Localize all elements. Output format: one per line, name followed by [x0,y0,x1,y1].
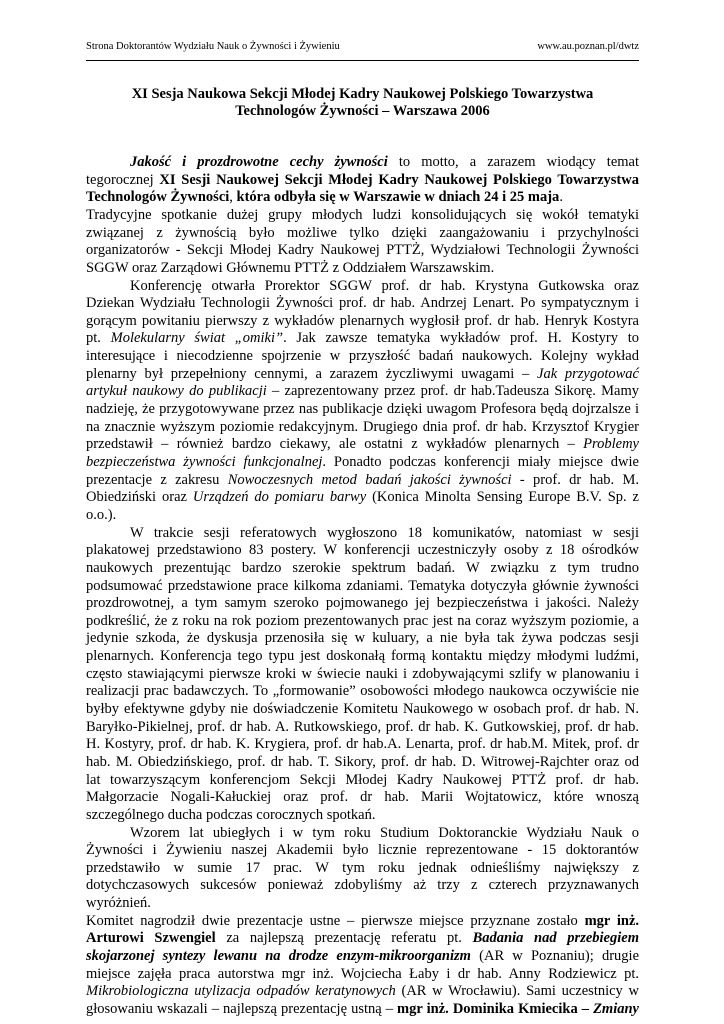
text-span: . [559,189,563,206]
body-line [86,629,639,648]
text-span: prezentacje z zakresu [86,471,228,488]
body-line [86,435,639,454]
header-url: www.au.poznan.pl/dwtz [537,41,639,52]
text-span: to motto, a zarazem wiodący temat [387,154,639,170]
body-line [86,929,639,948]
text-span: – zaprezentowany przez prof. dr hab.Tadeusza Sikorę. Mamy [266,383,639,400]
text-span: prozdrowotnej, a tym samym szeroko pojmowanego jej bezpieczeństwa i jakości. Należy [86,595,639,612]
text-span: Obiedziński oraz [86,489,193,506]
body-line [86,982,639,1001]
body-line [86,471,639,490]
body-line [86,894,639,913]
body-line [130,524,639,543]
body-line [86,294,639,313]
text-span: Problemy [583,436,639,453]
body-line [86,594,639,613]
body-line [86,224,639,243]
body-line [86,259,639,278]
text-span: Dziekan Wydziału Technologii Żywności prof. dr hab. Andrzej Lenart. Po sympatycznym i [86,295,639,312]
body-line [86,506,639,525]
text-span: XI Sesji Naukowej Sekcji Młodej Kadry Naukowej Polskiego Towarzystwa [159,171,639,188]
text-span: za najlepszą prezentację referatu pt. [215,930,473,947]
text-span: hab. M. Obiedzińskiego, prof. dr hab. T. Sikory, prof. dr hab. D. Witrowej-Rajchter oraz od [86,753,639,770]
text-span: Konferencję otwarła Prorektor SGGW prof. dr hab. Krystyna Gutkowska oraz [130,277,639,294]
text-span: Jak przygotować [537,365,639,382]
body-line [86,400,639,419]
text-span: o.o.). [86,506,117,523]
text-span: podkreślić, że z roku na rok poziom prezentowanych prac jest na coraz wyższym poziomie, a [86,612,639,629]
text-span: Technologów Żywności [86,189,230,206]
body-line [86,806,639,825]
body-line [86,965,639,984]
text-span: artykuł naukowy do publikacji [86,383,267,400]
text-span: Komitet nagrodził dwie prezentacje ustne – pierwsze miejsce przyznane zostało [86,912,585,929]
body-line [86,171,639,190]
body-line [86,418,639,437]
body-line [86,665,639,684]
text-span: przedstawił – również bardzo ciekawy, ale ostatni z wykładów plenarnych – [86,436,584,453]
article-title [86,86,639,120]
text-span: głosowaniu wskazali – najlepszą prezentację ustną – [86,1001,398,1017]
body-line [86,488,639,507]
body-line [86,682,639,701]
text-span: naukowych prezentując bardzo szerokie spektrum badań. W związku z tym trudno [86,559,639,576]
text-span: często stawiającymi pierwsze kroki w świecie nauki i zdobywającymi szlify w planowaniu i [86,665,639,682]
text-span: jedynie szkoda, że dyskusja przenosiła się w kuluary, a nie była tak żywa podczas sesji [86,630,639,647]
body-line [86,735,639,754]
body-line [130,277,639,296]
text-span: Mikrobiologiczna utylizacja odpadów keratynowych [86,983,396,1000]
text-span: przedstawiło w sumie 17 prac. W tym roku jednak odnieśliśmy największy z [86,859,639,876]
body-line [86,347,639,366]
text-span: Urządzeń do pomiaru barwy [192,489,367,506]
body-line [86,577,639,596]
text-span: realizacji prac badawczych. To „formowanie” osobowości młodego naukowca oczywiście nie [86,683,639,700]
body-line [86,188,639,207]
text-span: Żywności i Żywieniu naszej Akademii było licznie reprezentowane - 15 doktorantów [86,842,639,859]
title-line-1: XI Sesja Naukowa Sekcji Młodej Kadry Naukowej Polskiego Towarzystwa [131,86,594,102]
body-line [86,912,639,931]
text-span: (AR w Wrocławiu). Sami uczestnicy w [395,983,639,1000]
text-span: mgr inż. [584,912,640,929]
text-span: (Konica Minolta Sensing Europe B.V. Sp. z [366,489,639,506]
header-site-name: Strona Doktorantów Wydziału Nauk o Żywności i Żywieniu [86,41,340,52]
text-span: byłby efektywne gdyby nie doświadczenie Komitetu Naukowego w osobach prof. dr hab. N. [86,701,639,718]
body-line [86,788,639,807]
text-span: W trakcie sesji referatowych wygłoszono 18 komunikatów, natomiast w sesji [130,524,639,541]
body-line [130,824,639,843]
text-span: skojarzonej syntezy lewanu na drodze enzym-mikroorganizm [86,948,471,965]
header-divider [86,60,639,61]
body-line [86,753,639,772]
text-span: lat towarzyszącym konferencjom Sekcji Młodej Kadry Naukowej PTTŻ prof. dr hab. [86,771,639,788]
text-span: szczególnego ducha podczas corocznych spotkań. [86,806,376,823]
text-span: plenarny był przepełniony cennymi, a zarazem życzliwymi uwagami – [86,365,538,382]
text-span: plenarnych. Konferencja tego typu jest doskonałą formą kontaktu między młodymi ludźmi, [86,648,639,665]
text-span: interesujące i niecodzienne spojrzenie w przyszłość badań naukowych. Kolejny wykład [86,348,639,365]
body-line [86,841,639,860]
body-line [86,206,639,225]
text-span: Zmiany [593,1001,639,1017]
text-span: Wzorem lat ubiegłych i w tym roku Studium Doktoranckie Wydziału Nauk o [130,824,639,841]
body-line [86,718,639,737]
text-span: Jakość i prozdrowotne cechy żywności [130,154,388,170]
text-span: plakatowej przedstawiono 83 postery. W konferencji uczestniczyły osoby z 18 ośrodków [86,542,639,559]
text-span: - prof. dr hab. M. [511,471,639,488]
text-span: Tradycyjne spotkanie dużej grupy młodych ludzi konsolidujących się wokół tematyki [86,206,639,223]
text-span: bezpieczeństwa żywności funkcjonalnej [86,453,323,470]
text-span: tegorocznej [86,171,160,188]
body-line [86,647,639,666]
body-line [130,153,639,172]
text-span: Molekularny świat „omiki” [110,330,284,347]
text-span: Arturowi Szwengiel [86,930,216,947]
body-line [86,541,639,560]
text-span: Baryłko-Pikielnej, prof. dr hab. A. Rutkowskiego, prof. dr hab. K. Gutkowskiej, prof. dr hab. [86,718,639,735]
text-span: , [229,189,237,206]
body-line [86,876,639,895]
text-span: podsumować przedstawione prace kilkoma zdaniami. Tematyka dotyczyła głównie żywności [86,577,639,594]
body-line [86,312,639,331]
body-line [86,365,639,384]
text-span: nadzieję, że przygotowywane przez nas publikacje dzięki uwagom Profesora będą dojrzalsze i [86,401,639,418]
text-span: Badania nad przebiegiem [472,930,639,947]
body-line [86,382,639,401]
title-line-2: Technologów Żywności – Warszawa 2006 [235,103,490,119]
text-span: SGGW oraz Zarządowi Głównemu PTTŻ z Oddziałem Warszawskim. [86,259,495,276]
body-line [86,771,639,790]
text-span: która odbyła się w Warszawie w dniach 24 i 25 maja [236,189,560,206]
text-span: gorącym powitaniu pierwszy z wykładów plenarnych wygłosił prof. dr hab. Henryk Kostyra [86,312,639,329]
text-span: organizatorów - Sekcji Młodej Kadry Naukowej PTTŻ, Wydziałowi Technologii Żywności [86,242,639,259]
body-line [86,1000,639,1019]
text-span: Małgorzacie Nogali-Kałuckiej oraz prof. dr hab. Marii Wojtatowicz, które wnoszą [86,789,639,806]
text-span: na znacznie wyższym poziomie redakcyjnym. Drugiego dnia prof. dr hab. Krzysztof Krygier [86,418,639,435]
text-span: dotychczasowych sukcesów ponieważ zdobyliśmy aż trzy z czterech przyznawanych [86,877,639,894]
text-span: mgr inż. Dominika Kmiecika – [397,1001,594,1017]
text-span: wyróżnień. [86,895,151,912]
body-line [86,241,639,260]
body-line [86,612,639,631]
text-span: . Jak zawsze tematyka wykładów prof. H. Kostyry to [283,330,639,347]
text-span: miejsce zajęła praca autorstwa mgr inż. Wojciecha Łaby i dr hab. Anny Rodziewicz pt. [86,965,639,982]
body-line [86,559,639,578]
text-span: H. Kostyry, prof. dr hab. K. Krygiera, prof. dr hab.A. Lenarta, prof. dr hab.M. Mitek, prof. dr [86,736,639,753]
text-span: . Ponadto podczas konferencji miały miejsce dwie [322,453,639,470]
body-line [86,947,639,966]
text-span: Nowoczesnych metod badań jakości żywności [227,471,512,488]
body-line [86,453,639,472]
body-line [86,700,639,719]
body-line [86,859,639,878]
text-span: (AR w Poznaniu); drugie [470,948,640,965]
body-line [86,329,639,348]
text-span: pt. [86,330,111,347]
text-span: związanej z żywnością było możliwe tylko dzięki zaangażowaniu i przychylności [86,224,639,241]
